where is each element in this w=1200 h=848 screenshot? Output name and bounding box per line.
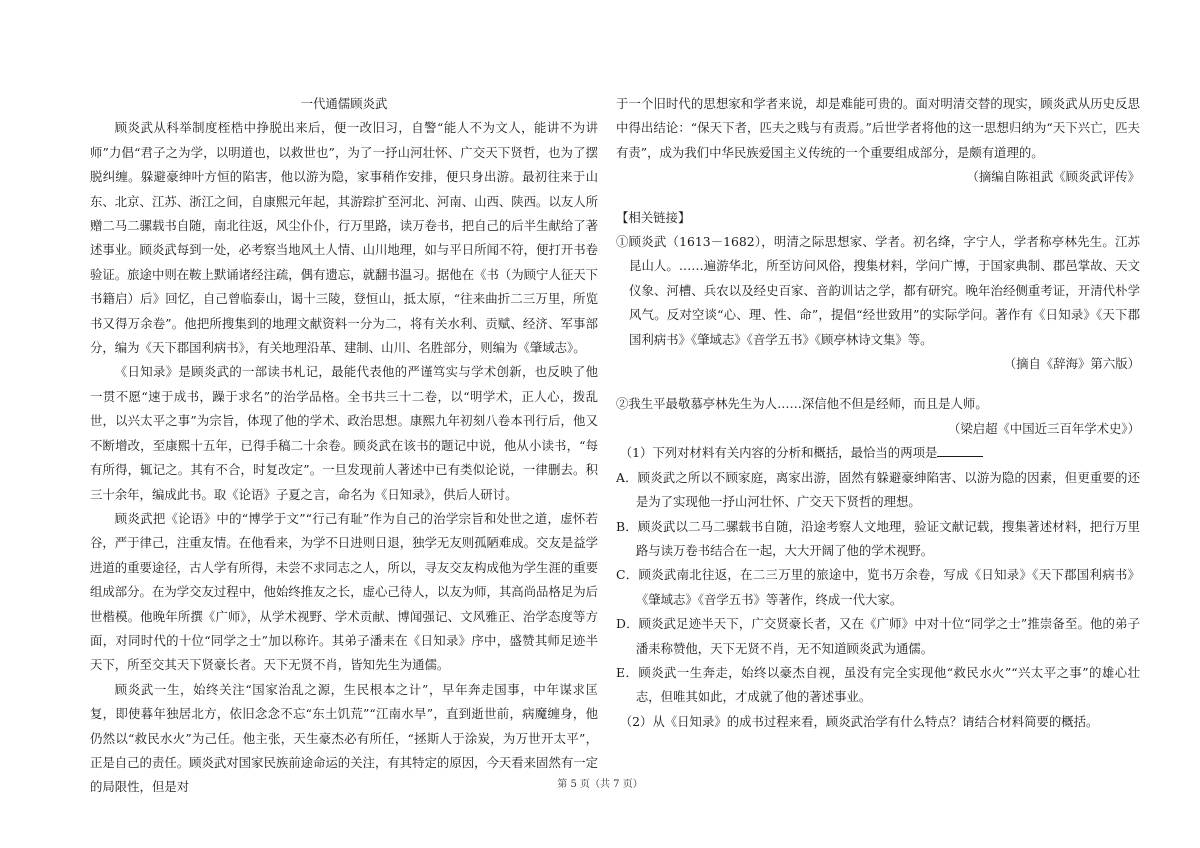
source-note-2: （摘自《辞海》第六版） bbox=[1003, 356, 1140, 372]
question-1 bbox=[616, 441, 1140, 465]
question-1-text: （1）下列对材料有关内容的分析和概括，最恰当的两项是 bbox=[619, 445, 938, 461]
related-link-2: ②我生平最敬慕亭林先生为人……深信他不但是经师，而且是人师。 bbox=[616, 396, 988, 412]
paragraph-1: 顾炎武从科举制度桎梏中挣脱出来后，便一改旧习，自警“能人不为文人，能讲不为讲师”力倡“君子之为学，以明道也，以救世也”，为了一抒山河壮怀、广交天下贤哲，也为了摆脱纠缠。躲避豪绅叶方恒的陷害，他以游为隐，家事稍作安排，便只身出游。最初往来于山东、北京、江苏、浙江之间，自康熙元年起，其游踪扩至河北、河南、山西、陕西。以友人所赠二马二骡载书自随，南北往返，风尘仆仆，行万里路，读万卷书，把自己的后半生献给了著述事业。顾炎武每到一处，必考察当地风土人情、山川地理，如与平日所闻不符，便打开书卷验证。旅途中则在鞍上默诵诸经注疏，偶有遗忘，就翻书温习。据他在《书（为顾宁人征天下书籍启）后》回忆，自己曾临泰山，谒十三陵，登恒山，抵太原，“往来曲折二三万里，所览书又得万余卷”。他把所搜集到的地理文献资料一分为二，将有关水利、贡赋、经济、军事部分，编为《天下郡国利病书》，有关地理沿革、建制、山川、名胜部分，则编为《肇域志》。 bbox=[90, 120, 599, 356]
spacer bbox=[616, 376, 1140, 392]
related-link-1: ①顾炎武（1613－1682），明清之际思想家、学者。初名绛，字宁人，学者称亭林先生。江苏昆山人。……遍游华北，所至访问风俗，搜集材料，学问广博，于国家典制、郡邑掌故、天文仪象、河槽、兵农以及经史百家、音韵训诂之学，都有研究。晚年治经侧重考证，开清代朴学风气。反对空谈“心、理、性、命”，提倡“经世致用”的实际学问。著作有《日知录》《天下郡国利病书》《肇域志》《音学五书》《顾亭林诗文集》等。 bbox=[616, 234, 1140, 347]
right-column bbox=[616, 92, 1140, 734]
source-note-1: （摘编自陈祖武《顾炎武评传》 bbox=[966, 169, 1140, 185]
option-d: D．顾炎武足迹半天下，广交贤豪长者，又在《广师》中对十位“同学之士”推崇备至。他的弟子潘耒称赞他，天下无贤不肖，无不知道顾炎武为通儒。 bbox=[616, 616, 1140, 656]
paragraph-2: 《日知录》是顾炎武的一部读书札记，最能代表他的严谨笃实与学术创新，也反映了他一贯不愿“速于成书，躁于求名”的治学品格。全书共三十二卷，以“明学术，正人心，拨乱世，以兴太平之事”为宗旨，体现了他的学术、政治思想。康熙九年初刻八卷本刊行后，他又不断增改，至康熙十五年，已得手稿二十余卷。顾炎武在该书的题记中说，他从小读书，“每有所得，辄记之。其有不合，时复改定”。一旦发现前人著述中已有类似论说，一律删去。积三十余年，编成此书。取《论语》子夏之言，命名为《日知录》，供后人研讨。 bbox=[90, 364, 598, 502]
option-c: C．顾炎武南北往返，在二三万里的旅途中，览书万余卷，写成《日知录》《天下郡国利病书》《肇域志》《音学五书》等著作，终成一代大家。 bbox=[616, 567, 1140, 607]
option-a: A．顾炎武之所以不顾家庭，离家出游，固然有躲避豪绅陷害、以游为隐的因素，但更重要的还是为了实现他一抒山河壮怀、广交天下贤哲的理想。 bbox=[616, 469, 1140, 510]
continuation-paragraph: 于一个旧时代的思想家和学者来说，却是难能可贵的。面对明清交替的现实，顾炎武从历史反思中得出结论：“保天下者，匹夫之贱与有责焉。”后世学者将他的这一思想归纳为“天下兴亡，匹夫有责”，成为我们中华民族爱国主义传统的一个重要组成部分，是颇有道理的。 bbox=[616, 96, 1140, 160]
paragraph-4: 顾炎武一生，始终关注“国家治乱之源，生民根本之计”，早年奔走国事，中年谋求匡复，即使暮年独居北方，依旧念念不忘“东土饥荒”“江南水旱”，直到逝世前，病魔缠身，他仍然以“救民水火”为己任。他主张，天生豪杰必有所任，“拯斯人于涂炭，为万世开太平”，正是自己的责任。顾炎武对国家民族前途命运的关注，有其特定的原因，今天看来固然有一定的局限性，但是对 bbox=[90, 681, 599, 795]
related-links-heading: 【相关链接】 bbox=[616, 209, 691, 225]
option-b: B．顾炎武以二马二骡载书自随，沿途考察人文地理，验证文献记载，搜集著述材料，把行万里路与读万卷书结合在一起，大大开阔了他的学术视野。 bbox=[616, 518, 1140, 558]
answer-blank[interactable] bbox=[937, 444, 983, 457]
article-title: 一代通儒顾炎武 bbox=[300, 96, 388, 111]
page-footer: 第 5 页（共 7 页） bbox=[557, 779, 643, 790]
question-2: （2）从《日知录》的成书过程来看，顾炎武治学有什么特点？请结合材料简要的概括。 bbox=[619, 713, 1099, 729]
option-e: E．顾炎武一生奔走，始终以豪杰自视，虽没有完全实现他“救民水火”“兴太平之事”的雄心壮志，但唯其如此，才成就了他的著述事业。 bbox=[616, 664, 1140, 705]
left-column bbox=[90, 92, 598, 800]
source-note-3: （梁启超《中国近三百年学术史》） bbox=[947, 420, 1140, 436]
paragraph-3: 顾炎武把《论语》中的“博学于文”“行己有耻”作为自己的治学宗旨和处世之道，虚怀若谷，严于律己，注重友情。在他看来，为学不日进则日退，独学无友则孤陋难成。交友是益学进道的重要途径，古人学有所得，未尝不求同志之人，所以，寻友交友构成他为学生涯的重要组成部分。在为学交友过程中，他始终推友之长，虚心己待人，以友为师，其高尚品格足为后世楷模。他晚年所撰《广师》，从学术视野、学术贡献、博闻强记、文风雅正、治学态度等方面，对同时代的十位“同学之士”加以称许。其弟子潘耒在《日知录》序中，盛赞其师足迹半天下，所至交其天下贤豪长者。天下无贤不肖，皆知先生为通儒。 bbox=[90, 510, 599, 673]
spacer bbox=[616, 190, 1140, 206]
